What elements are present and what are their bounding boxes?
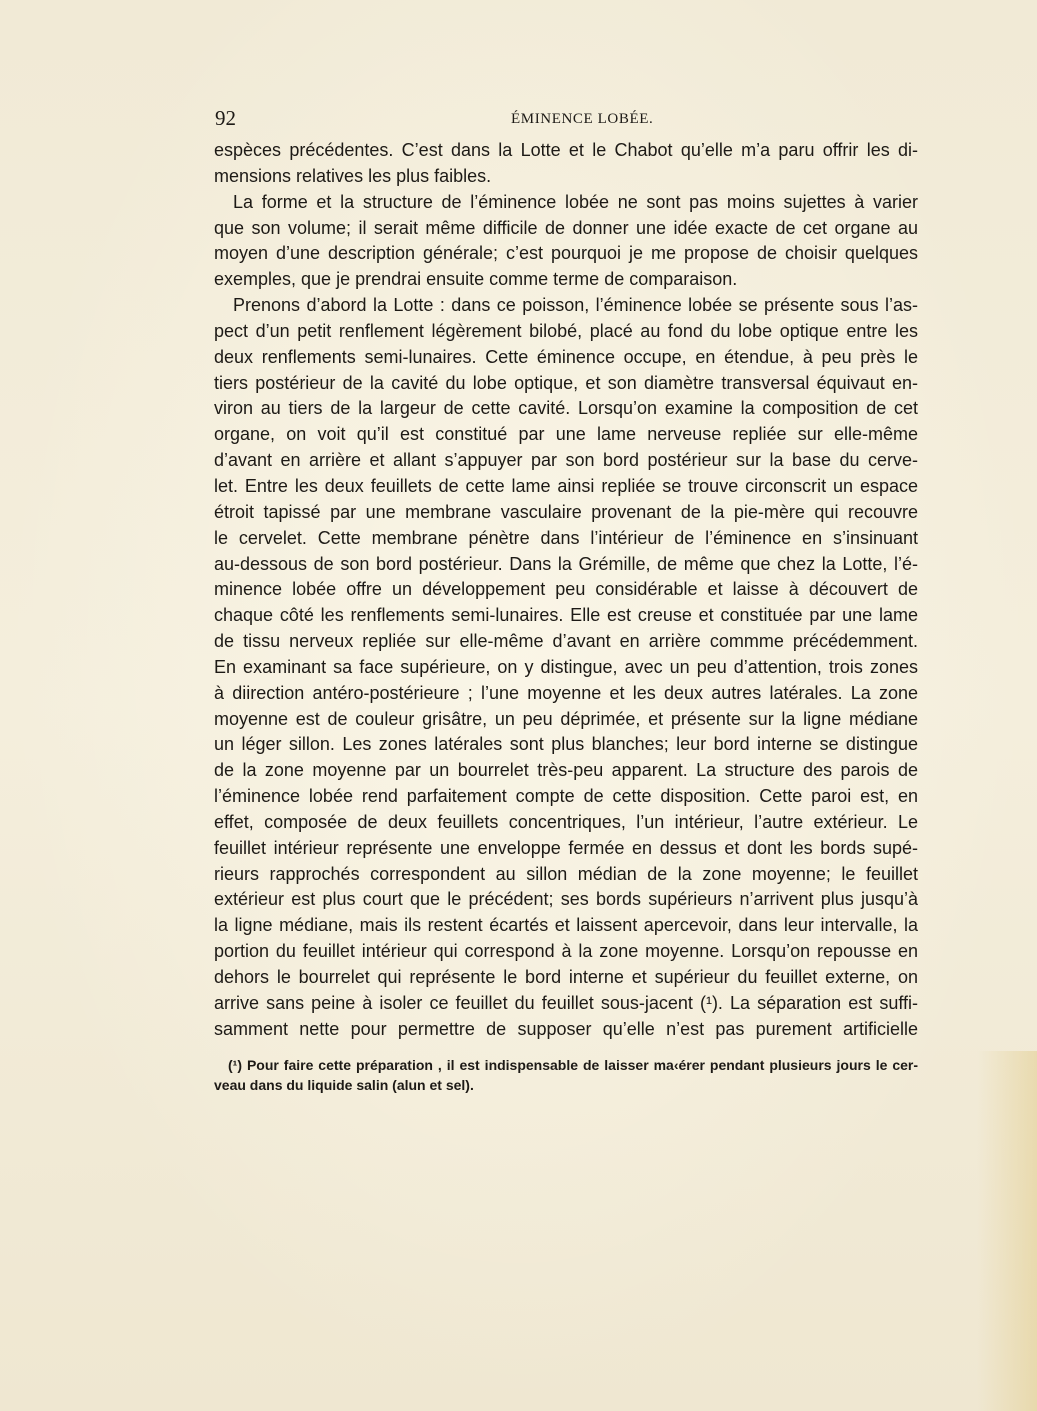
page-edge-stain	[977, 1051, 1037, 1411]
text-line: exemples, que je prendrai ensuite comme terme de comparaison.	[214, 269, 738, 290]
text-line: moyenne est de couleur grisâtre, un peu déprimée, et présente sur la ligne médiane	[214, 708, 918, 729]
text-line: de tissu nerveux repliée sur elle-même d’avant en arrière commme précédemment.	[214, 631, 918, 652]
text-line: La forme et la structure de l’éminence lobée ne sont pas moins sujettes à varier	[233, 191, 918, 212]
text-line: mensions relatives les plus faibles.	[214, 165, 492, 186]
text-line: effet, composée de deux feuillets concentriques, l’un intérieur, l’autre extérieur. Le	[214, 811, 918, 832]
text-line: dehors le bourrelet qui représente le bord interne et supérieur du feuillet externe, on	[214, 967, 918, 987]
text-line: minence lobée offre un développement peu considérable et laisse à découvert de	[214, 579, 918, 600]
text-line: chaque côté les renflements semi-lunaires. Elle est creuse et constituée par une lame	[214, 605, 918, 626]
text-line: moyen d’une description générale; c’est pourquoi je me propose de choisir quelques	[214, 243, 918, 264]
text-line: organe, on voit qu’il est constitué par une lame nerveuse repliée sur elle-même	[214, 424, 918, 445]
text-line: pect d’un petit renflement légèrement bilobé, placé au fond du lobe optique entre les	[214, 320, 918, 341]
text-line: que son volume; il serait même difficile de donner une idée exacte de cet organe au	[214, 217, 918, 238]
footnote-line: veau dans du liquide salin (alun et sel).	[214, 1077, 474, 1093]
text-line: portion du feuillet intérieur qui correspond à la zone moyenne. Lorsqu’on repousse en	[214, 941, 918, 962]
text-line: En examinant sa face supérieure, on y distingue, avec un peu d’attention, trois zones	[214, 656, 918, 677]
running-title: ÉMINENCE LOBÉE.	[511, 111, 654, 127]
text-line: un léger sillon. Les zones latérales sont plus blanches; leur bord interne se distingue	[214, 734, 918, 755]
text-line: à diirection antéro-postérieure ; l’une moyenne et les deux autres latérales. La zone	[214, 682, 918, 703]
text-line: la ligne médiane, mais ils restent écartés et laissent apercevoir, dans leur intervalle, la	[214, 915, 918, 936]
footnote-line: (¹) Pour faire cette préparation , il est indispensable de laisser ma‹érer pendant plusieurs jours le cer-	[228, 1057, 918, 1073]
text-line: de la zone moyenne par un bourrelet très-peu apparent. La structure des parois de	[214, 760, 918, 781]
footnote	[214, 1055, 918, 1095]
body-text	[214, 138, 918, 1043]
text-line: étroit tapissé par une membrane vasculaire provenant de la pie-mère qui recouvre	[214, 501, 918, 522]
text-line: arrive sans peine à isoler ce feuillet du feuillet sous-jacent (¹). La séparation est suffi-	[214, 992, 918, 1013]
page-number: 92	[215, 106, 236, 130]
text-line: tiers postérieur de la cavité du lobe optique, et son diamètre transversal équivaut en-	[214, 372, 918, 393]
running-head	[215, 106, 918, 130]
text-line: au-dessous de son bord postérieur. Dans la Grémille, de même que chez la Lotte, l’é-	[214, 553, 918, 574]
text-line: feuillet intérieur représente une enveloppe fermée en dessus et dont les bords supé-	[214, 837, 918, 858]
text-line: extérieur est plus court que le précédent; ses bords supérieurs n’arrivent plus jusqu’à	[214, 889, 918, 910]
text-line: samment nette pour permettre de supposer qu’elle n’est pas purement artificielle	[214, 1018, 918, 1039]
text-line: deux renflements semi-lunaires. Cette éminence occupe, en étendue, à peu près le	[214, 346, 918, 367]
text-line: Prenons d’abord la Lotte : dans ce poisson, l’éminence lobée se présente sous l’as-	[233, 295, 918, 316]
text-line: rieurs rapprochés correspondent au sillon médian de la zone moyenne; le feuillet	[214, 863, 918, 884]
text-line: espèces précédentes. C’est dans la Lotte et le Chabot qu’elle m’a paru offrir les di-	[214, 140, 918, 160]
text-line: viron au tiers de la largeur de cette cavité. Lorsqu’on examine la composition de cet	[214, 398, 918, 419]
text-line: d’avant en arrière et allant s’appuyer par son bord postérieur sur la base du cerve-	[214, 450, 918, 471]
text-line: le cervelet. Cette membrane pénètre dans l’intérieur de l’éminence en s’insinuant	[214, 527, 918, 548]
text-line: let. Entre les deux feuillets de cette lame ainsi repliée se trouve circonscrit un espace	[214, 475, 918, 496]
text-line: l’éminence lobée rend parfaitement compte de cette disposition. Cette paroi est, en	[214, 786, 918, 807]
